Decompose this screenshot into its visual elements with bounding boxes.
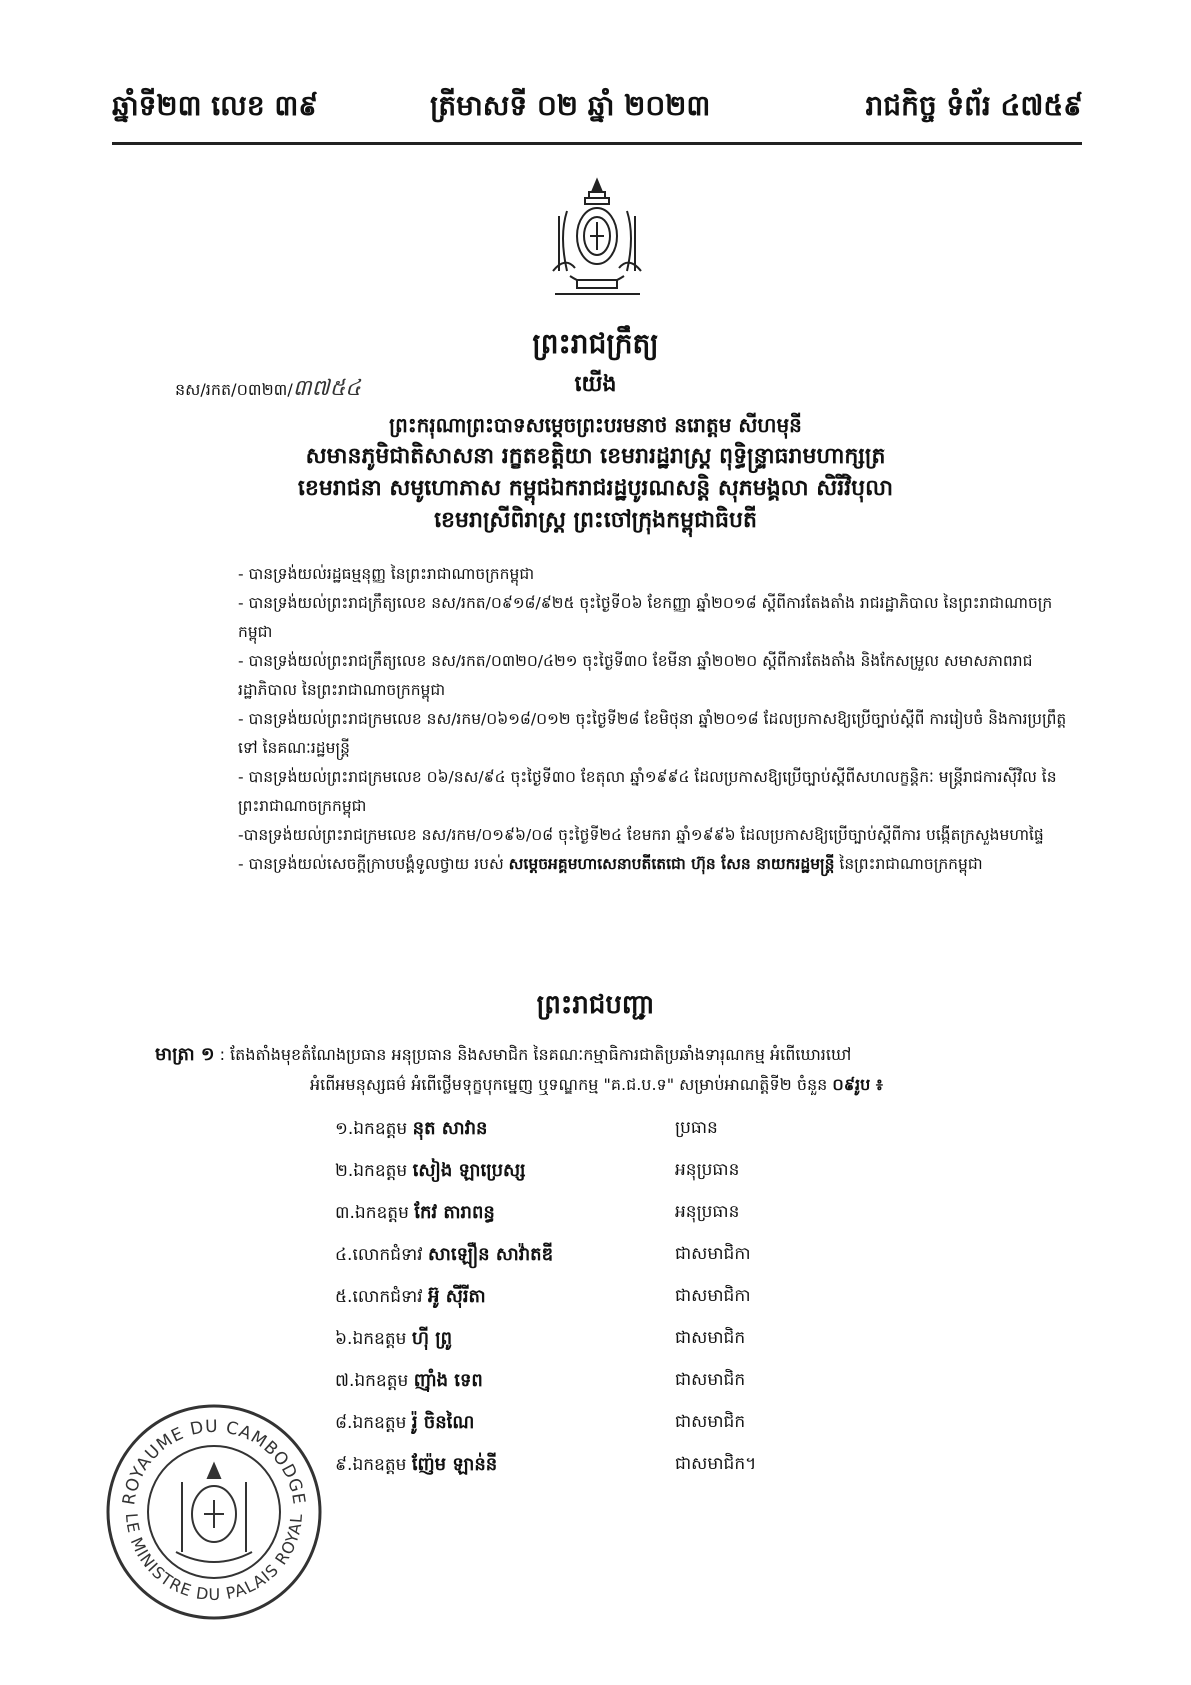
seal-top-text: ROYAUME DU CAMBODGE [119,1416,309,1507]
king-title-line-2: សមានភូមិជាតិសាសនា រក្ខតខត្តិយា ខេមរារដ្ឋរាស្ត្រ ពុទ្ធិន្ទ្រាធរាមហាក្សត្រ [305,444,886,469]
list-item [335,1402,895,1444]
member-role: ជាសមាជិក។ [675,1453,757,1474]
member-role: ជាសមាជិក [675,1369,746,1390]
seal-bottom-text: LE MINISTRE DU PALAIS ROYAL [121,1512,307,1605]
reference-handwritten-number: ៣៧៥៤ [292,376,361,401]
royal-palace-seal-icon [104,1402,324,1622]
member-prefix: ៥.លោកជំទាវ [335,1286,423,1307]
member-prefix: ១.ឯកឧត្តម [335,1118,408,1139]
header-divider [112,142,1082,145]
member-prefix: ៦.ឯកឧត្តម [335,1328,407,1349]
list-item [335,1108,895,1150]
article-text-line-2: អំពើអមនុស្សធម៌ អំពើថ្លើមទុក្ខបុកម្នេញ ឬទណ្ឌកម្ម "គ.ជ.ប.ទ" សម្រាប់អាណត្តិទី២ ចំនួន [310,1075,828,1094]
gazette-year-issue: ឆ្នាំទី២៣ លេខ ៣៩ [112,89,319,122]
we-heading: យើង [574,372,617,397]
member-name: ហ៊ី ព្រូ [411,1327,453,1349]
preamble-item-tail: នៃព្រះរាជាណាចក្រកម្ពុជា [839,855,983,873]
member-prefix: ២.ឯកឧត្តម [335,1160,408,1181]
list-item [335,1234,895,1276]
member-prefix: ៩.ឯកឧត្តម [335,1454,407,1475]
members-list [335,1108,895,1486]
preamble-item: - បានទ្រង់យល់ព្រះរាជក្រមលេខ នស/រកម/០៦១៨/០១២ ចុះថ្ងៃទី២៨ ខែមិថុនា ឆ្នាំ២០១៨ ដែលប្រកាសឱ្យប្រើច្បាប់ស្តីពី ការរៀបចំ និងការប្រព្រឹត្តទៅ នៃគណៈរដ្ឋមន្ត្រី [238,710,1067,757]
list-item [335,1150,895,1192]
reference-prefix: នស/រកត/០៣២៣/ [175,380,293,399]
member-role: អនុប្រធាន [675,1201,740,1222]
member-name: សៀង ឡាប្រេស្ស [412,1159,526,1181]
member-role: ជាសមាជិកា [675,1243,751,1264]
member-prefix: ៧.ឯកឧត្តម [335,1370,409,1391]
list-item [335,1276,895,1318]
decree-title: ព្រះរាជក្រឹត្យ [532,327,659,360]
royal-coat-of-arms-icon [545,176,650,301]
king-title-line-3: ខេមរាជនា សមូហោភាស កម្ពុជឯករាជរដ្ឋបូរណសន្តិ សុភមង្គលា សិរីវិបុលា [297,476,894,501]
king-title-line-4: ខេមរាស្រីពិរាស្ត្រ ព្រះចៅក្រុងកម្ពុជាធិបតី [434,508,757,533]
member-name: ញ៉ាំង ទេព [413,1369,483,1391]
decision-heading: ព្រះរាជបញ្ជា [536,990,655,1020]
member-prefix: ៨.ឯកឧត្តម [335,1412,407,1433]
member-name: នុត សាវាន [412,1117,488,1139]
member-name: រ៉ូ ចិនណៃ [411,1411,475,1433]
member-role: ប្រធាន [675,1117,718,1138]
member-prefix: ៣.ឯកឧត្តម [335,1202,409,1223]
article-label: មាត្រា ១ [155,1044,215,1065]
gazette-page-number: រាជកិច្ច ទំព័រ ៤៧៥៩ [865,89,1083,122]
member-role: ជាសមាជិកា [675,1285,751,1306]
preamble-item-text: - បានទ្រង់យល់សេចក្តីក្រាបបង្គំទូលថ្វាយ របស់ [238,855,504,873]
preamble-item: - បានទ្រង់យល់ព្រះរាជក្រមលេខ ០៦/នស/៩៤ ចុះថ្ងៃទី៣០ ខែតុលា ឆ្នាំ១៩៩៤ ដែលប្រកាសឱ្យប្រើច្បាប់ស្តីពីសហលក្ខន្តិកៈ មន្ត្រីរាជការស៊ីវិល នៃព្រះរាជាណាចក្រកម្ពុជា [238,768,1057,815]
prime-minister-name: សម្តេចអគ្គមហាសេនាបតីតេជោ ហ៊ុន សែន នាយករដ្ឋមន្ត្រី [508,855,835,873]
list-item [335,1192,895,1234]
member-count: ០៩រូប ៖ [832,1075,883,1094]
member-name: កែវ តារាពន្ធ [414,1201,495,1223]
member-name: អ៊ូ ស៊ីរីតា [428,1285,486,1307]
list-item [335,1360,895,1402]
preamble-item: - បានទ្រង់យល់ព្រះរាជក្រឹត្យលេខ នស/រកត/០៩១៨/៩២៥ ចុះថ្ងៃទី០៦ ខែកញ្ញា ឆ្នាំ២០១៨ ស្តីពីការតែងតាំង រាជរដ្ឋាភិបាល នៃព្រះរាជាណាចក្រកម្ពុជា [238,594,1053,641]
king-title-line-1: ព្រះករុណាព្រះបាទសម្តេចព្រះបរមនាថ នរោត្តម សីហមុនី [389,413,802,437]
preamble-list [238,560,1078,879]
member-prefix: ៤.លោកជំទាវ [335,1244,423,1265]
article-text-line-1: : តែងតាំងមុខតំណែងប្រធាន អនុប្រធាន និងសមាជិក នៃគណៈកម្មាធិការជាតិប្រឆាំងទារុណកម្ម អំពើឃោរឃៅ [219,1045,852,1064]
preamble-item: -បានទ្រង់យល់ព្រះរាជក្រមលេខ នស/រកម/០១៩៦/០៨ ចុះថ្ងៃទី២៤ ខែមករា ឆ្នាំ១៩៩៦ ដែលប្រកាសឱ្យប្រើច្បាប់ស្តីពីការ បង្កើតក្រសួងមហាផ្ទៃ [238,826,1044,844]
member-name: សាឡឿន សាវ៉ាតឌី [428,1243,554,1265]
list-item [335,1444,895,1486]
member-role: អនុប្រធាន [675,1159,740,1180]
preamble-item: - បានទ្រង់យល់រដ្ឋធម្មនុញ្ញ នៃព្រះរាជាណាចក្រកម្ពុជា [238,565,535,583]
preamble-item [238,850,1078,879]
article-1 [155,1040,1090,1100]
preamble-item: - បានទ្រង់យល់ព្រះរាជក្រឹត្យលេខ នស/រកត/០៣២០/៤២១ ចុះថ្ងៃទី៣០ ខែមីនា ឆ្នាំ២០២០ ស្តីពីការតែងតាំង និងកែសម្រួល សមាសភាពរាជរដ្ឋាភិបាល នៃព្រះរាជាណាចក្រកម្ពុជា [238,652,1033,699]
member-role: ជាសមាជិក [675,1327,746,1348]
list-item [335,1318,895,1360]
member-role: ជាសមាជិក [675,1411,746,1432]
gazette-date: ត្រីមាសទី ០២ ឆ្នាំ ២០២៣ [430,89,711,122]
member-name: ញ៉ែម ឡាន់នី [411,1453,498,1475]
